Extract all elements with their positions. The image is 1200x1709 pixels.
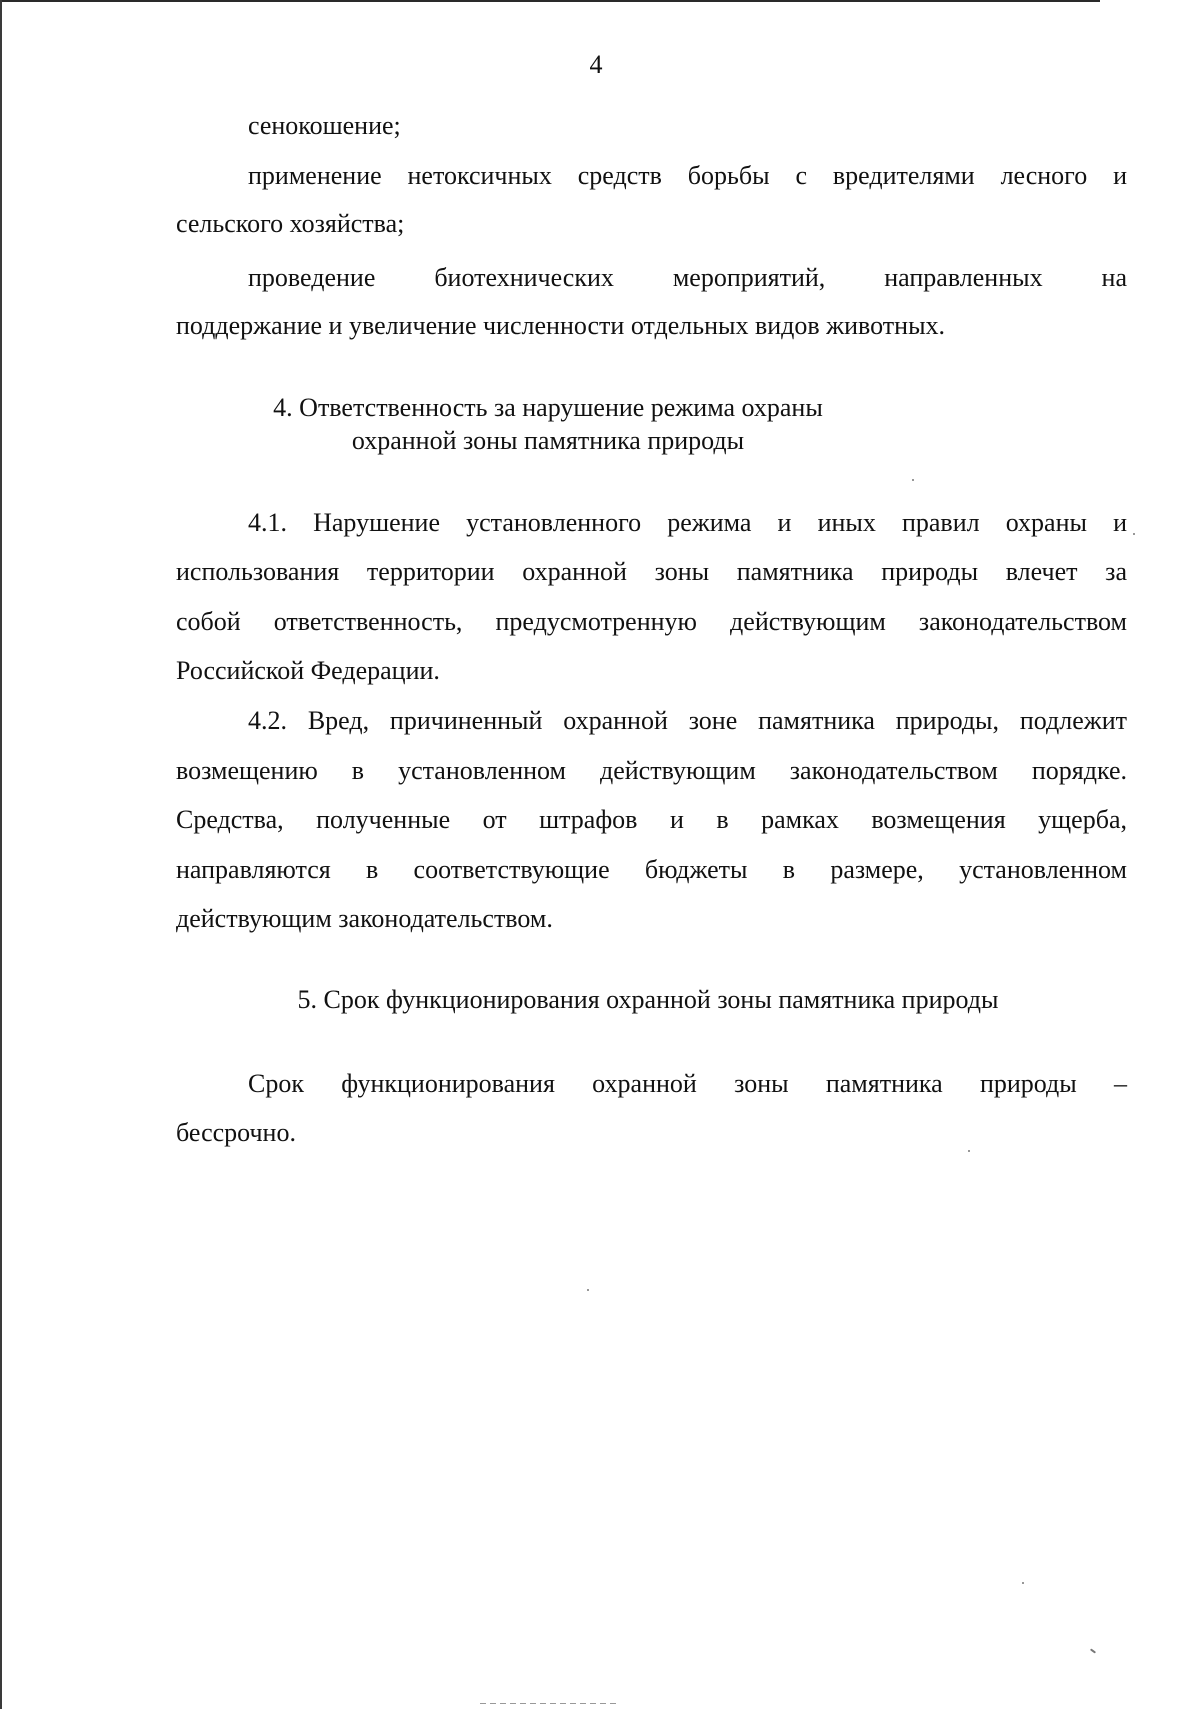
scan-speck <box>1022 1582 1024 1584</box>
paragraph-4-1-line1: 4.1. Нарушение установленного режима и иных правил охраны и <box>248 508 1127 537</box>
page-number: 4 <box>589 50 603 79</box>
list-item-pest-control-line2: сельского хозяйства; <box>176 209 405 238</box>
list-item-biotech-line2: поддержание и увеличение численности отдельных видов животных. <box>176 311 946 340</box>
list-item-biotech-line1: проведение биотехнических мероприятий, направленных на <box>248 263 1127 292</box>
scan-top-edge <box>0 0 1100 2</box>
paragraph-4-2-line2: возмещению в установленном действующим законодательством порядке. <box>176 756 1127 785</box>
list-item-haymaking: сенокошение; <box>248 111 401 140</box>
paragraph-5-line2: бессрочно. <box>176 1118 296 1147</box>
paragraph-5-line1: Срок функционирования охранной зоны памятника природы – <box>248 1069 1127 1098</box>
section-4-heading-line2: охранной зоны памятника природы <box>351 426 745 455</box>
section-4-heading-line1: 4. Ответственность за нарушение режима охраны <box>273 393 823 422</box>
scan-speck <box>968 1150 970 1152</box>
scan-speck <box>1133 533 1135 535</box>
paragraph-4-2-line1: 4.2. Вред, причиненный охранной зоне памятника природы, подлежит <box>248 706 1127 735</box>
scan-speck <box>1090 1648 1096 1653</box>
paragraph-4-1-line2: использования территории охранной зоны памятника природы влечет за <box>176 557 1127 586</box>
paragraph-4-1-line4: Российской Федерации. <box>176 656 440 685</box>
paragraph-4-2-line5: действующим законодательством. <box>176 904 553 933</box>
scan-speck <box>587 1289 589 1291</box>
scan-speck <box>912 479 914 481</box>
paragraph-4-1-line3: собой ответственность, предусмотренную действующим законодательством <box>176 607 1127 636</box>
list-item-pest-control-line1: применение нетоксичных средств борьбы с вредителями лесного и <box>248 161 1127 190</box>
bottom-scan-mark <box>480 1703 620 1704</box>
paragraph-4-2-line3: Средства, полученные от штрафов и в рамках возмещения ущерба, <box>176 805 1127 834</box>
section-5-heading: 5. Срок функционирования охранной зоны памятника природы <box>297 985 999 1014</box>
scan-left-edge <box>0 0 2 1709</box>
paragraph-4-2-line4: направляются в соответствующие бюджеты в размере, установленном <box>176 855 1127 884</box>
